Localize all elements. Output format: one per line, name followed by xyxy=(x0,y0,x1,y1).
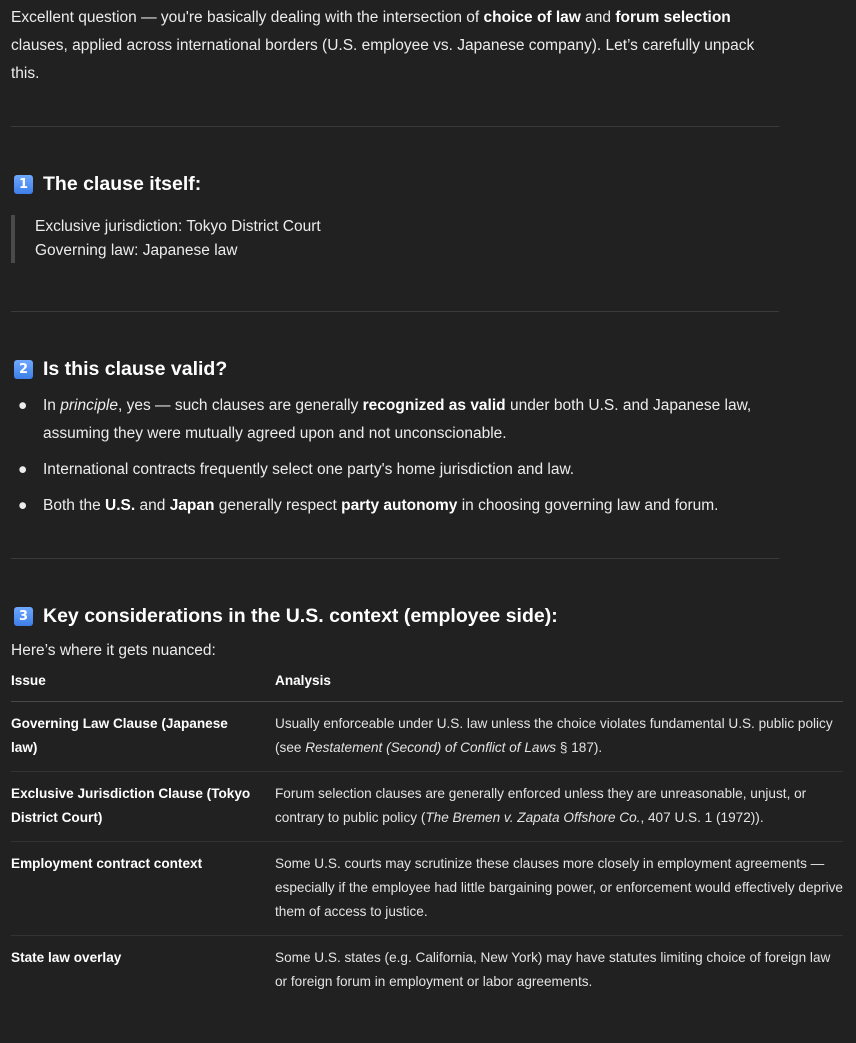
text: generally respect xyxy=(214,497,342,514)
emphasis-principle: principle xyxy=(60,397,118,414)
analysis-cell xyxy=(275,702,843,772)
intro-paragraph xyxy=(11,4,771,88)
intro-bold-forum-selection: forum selection xyxy=(615,9,731,26)
citation-bremen: The Bremen v. Zapata Offshore Co. xyxy=(425,810,641,825)
bold-japan: Japan xyxy=(169,497,215,514)
section-3-title: Key considerations in the U.S. context (employee side): xyxy=(43,605,558,627)
keycap-1-icon: 1 xyxy=(14,175,33,194)
column-header-analysis: Analysis xyxy=(275,667,843,702)
text: Both the xyxy=(43,497,106,514)
text: , 407 U.S. 1 (1972)). xyxy=(640,810,764,825)
issue-cell xyxy=(11,702,275,772)
bold-party-autonomy: party autonomy xyxy=(341,497,458,514)
analysis-table xyxy=(11,667,843,1005)
section-2-title: Is this clause valid? xyxy=(43,358,228,380)
analysis-cell: Some U.S. states (e.g. California, New York) may have statutes limiting choice of foreign law or foreign forum in employment or labor agreements. xyxy=(275,950,831,989)
text: under both U.S. and Japanese law, assuming they were mutually agreed upon and not unconscionable. xyxy=(43,397,752,442)
section-1-title: The clause itself: xyxy=(43,173,202,195)
bullet-icon: ● xyxy=(18,497,28,514)
text: in choosing governing law and forum. xyxy=(457,497,719,514)
issue-text: State law overlay xyxy=(11,950,122,965)
validity-bullet-list xyxy=(11,392,843,520)
section-1-heading xyxy=(11,169,843,199)
text: Forum selection clauses are generally enforced unless they are unreasonable, unjust, or contrary to public policy ( xyxy=(275,786,807,825)
table-row xyxy=(11,772,843,842)
intro-bold-choice-of-law: choice of law xyxy=(483,9,581,26)
issue-text: Exclusive Jurisdiction Clause (Tokyo District Court) xyxy=(11,786,251,825)
section-3-heading xyxy=(11,601,843,631)
text: , yes — such clauses are generally xyxy=(117,397,363,414)
list-item xyxy=(11,392,773,448)
keycap-2-icon: 2 xyxy=(14,360,33,379)
issue-cell xyxy=(11,936,275,1006)
chat-response xyxy=(11,4,843,1005)
section-2-heading xyxy=(11,354,843,384)
issue-cell xyxy=(11,842,275,936)
section-3-lead: Here’s where it gets nuanced: xyxy=(11,642,216,659)
column-header-issue: Issue xyxy=(11,667,275,702)
table-header-row xyxy=(11,667,843,702)
bullet-icon: ● xyxy=(18,397,28,414)
text: and xyxy=(135,497,170,514)
list-item xyxy=(11,456,773,484)
issue-text: Employment contract context xyxy=(11,856,203,871)
issue-text: Governing Law Clause (Japanese law) xyxy=(11,716,228,755)
list-item xyxy=(11,492,773,520)
intro-text: Excellent question — you're basically dealing with the intersection of xyxy=(11,9,484,26)
text: Usually enforceable under U.S. law unless the choice violates fundamental U.S. public policy (see xyxy=(275,716,833,755)
bold-us: U.S. xyxy=(105,497,136,514)
text: § 187). xyxy=(556,740,603,755)
analysis-cell xyxy=(275,772,843,842)
text: International contracts frequently select one party's home jurisdiction and law. xyxy=(43,461,575,478)
clause-line-governing-law: Governing law: Japanese law xyxy=(35,242,238,259)
keycap-3-icon: 3 xyxy=(14,607,33,626)
table-row xyxy=(11,702,843,772)
citation-restatement: Restatement (Second) of Conflict of Laws xyxy=(305,740,557,755)
clause-quote xyxy=(11,215,843,263)
intro-text: and xyxy=(580,9,616,26)
bullet-icon: ● xyxy=(18,461,28,478)
table-row xyxy=(11,936,843,1006)
intro-text: clauses, applied across international borders (U.S. employee vs. Japanese company). Let’s carefully unpack this. xyxy=(11,37,755,82)
clause-line-jurisdiction: Exclusive jurisdiction: Tokyo District Court xyxy=(35,218,321,235)
issue-cell xyxy=(11,772,275,842)
text: In xyxy=(43,397,61,414)
bold-recognized-valid: recognized as valid xyxy=(362,397,506,414)
table-row xyxy=(11,842,843,936)
analysis-cell: Some U.S. courts may scrutinize these clauses more closely in employment agreements — especially if the employee had little bargaining power, or enforcement would effectively deprive them of access to justice. xyxy=(275,842,843,936)
